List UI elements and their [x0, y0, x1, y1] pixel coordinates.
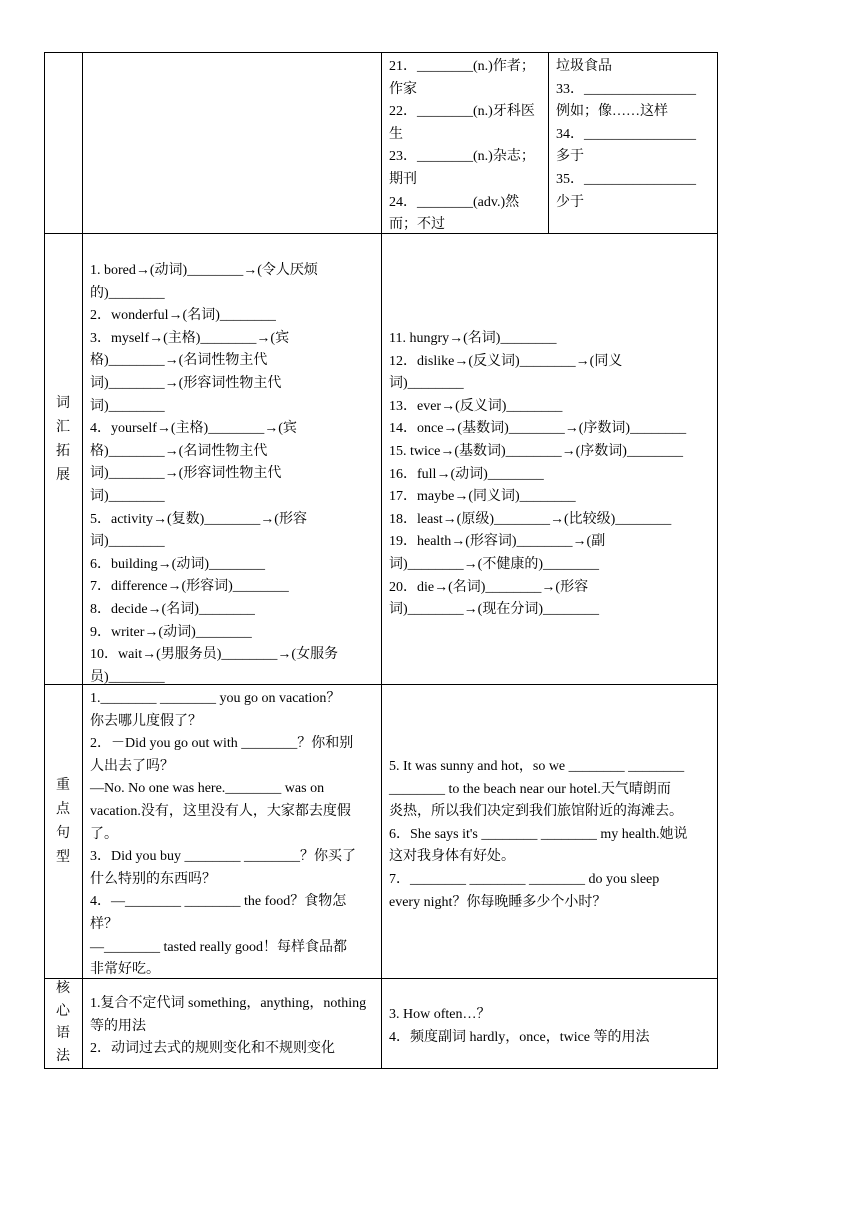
list-item: 2．－Did you go out with ________？你和别 [90, 736, 354, 752]
list-item: 34．________________ [556, 126, 696, 142]
list-item: 22．________(n.)牙科医 [389, 104, 535, 120]
section-header-vocab-expansion [44, 392, 82, 488]
header-char: 型 [56, 850, 70, 865]
list-item: 33．________________ [556, 81, 696, 97]
header-char: 核 [56, 981, 70, 996]
list-item: 作家 [389, 81, 417, 97]
list-item: 非常好吃。 [90, 962, 160, 978]
list-item: —No. No one was here.________ was on [90, 781, 325, 797]
list-item: 词)________ [90, 398, 165, 414]
list-item: 11. hungry→(名词)________ [389, 331, 557, 346]
list-item: 员)________ [90, 669, 165, 685]
list-item: 多于 [556, 149, 584, 165]
list-item: 1.复合不定代词 something，anything，nothing [90, 996, 367, 1011]
list-item: vacation.没有，这里没有人，大家都去度假 [90, 803, 351, 819]
list-item: 什么特别的东西吗？ [90, 871, 216, 887]
list-item: 而；不过 [389, 217, 445, 233]
list-item: 23．________(n.)杂志； [389, 149, 535, 165]
header-char: 汇 [56, 420, 70, 435]
header-char: 心 [56, 1003, 70, 1019]
list-item: 词)________ [90, 534, 165, 550]
list-item: 格)________→(名词性物主代 [90, 353, 268, 369]
list-item: 了。 [90, 826, 118, 842]
header-char: 语 [56, 1026, 70, 1041]
list-item: 例如；像……这样 [556, 104, 668, 120]
list-item: 4．—________ ________ the food？食物怎 [90, 894, 347, 910]
list-item: 5. It was sunny and hot，so we ________ ________ [389, 759, 685, 774]
list-item: 2．动词过去式的规则变化和不规则变化 [90, 1041, 335, 1057]
section-header-key-sentences [44, 774, 82, 870]
list-item: 7．________ ________ ________ do you sleep [389, 871, 660, 887]
key-sentences-left [83, 684, 381, 986]
list-item: 的)________ [90, 285, 165, 301]
vocab-list-cell-a [382, 52, 548, 241]
header-char: 词 [56, 396, 70, 411]
divider [44, 233, 718, 234]
list-item: 14．once→(基数词)________→(序数词)________ [389, 421, 687, 437]
list-item: 3．Did you buy ________ ________？你买了 [90, 849, 356, 865]
core-grammar-left [83, 989, 381, 1065]
list-item: 3．myself→(主格)________→(宾 [90, 330, 290, 346]
list-item: 4．频度副词 hardly，once，twice 等的用法 [389, 1029, 650, 1045]
list-item: 18．least→(原级)________→(比较级)________ [389, 511, 672, 527]
section-header-core-grammar [44, 978, 82, 1068]
list-item: 5．activity→(复数)________→(形容 [90, 511, 307, 527]
vocab-expansion-left [83, 256, 381, 693]
list-item: every night？你每晚睡多少个小时？ [389, 894, 607, 910]
list-item: 10．wait→(男服务员)________→(女服务 [90, 647, 339, 663]
list-item: 4．yourself→(主格)________→(宾 [90, 421, 297, 437]
list-item: 词)________→(形容词性物主代 [90, 375, 282, 391]
list-item: 19．health→(形容词)________→(副 [389, 534, 606, 550]
header-char: 点 [56, 802, 70, 817]
list-item: ________ to the beach near our hotel.天气晴朗而 [389, 781, 671, 797]
list-item: 21．________(n.)作者； [389, 59, 535, 74]
list-item: 2．wonderful→(名词)________ [90, 308, 276, 324]
list-item: 1.________ ________ you go on vacation？ [90, 691, 341, 706]
header-char: 重 [56, 778, 70, 793]
list-item: 16．full→(动词)________ [389, 466, 544, 482]
list-item: 词)________→(形容词性物主代 [90, 466, 282, 482]
list-item: 24．________(adv.)然 [389, 194, 520, 210]
list-item: 20．die→(名词)________→(形容 [389, 579, 589, 595]
list-item: 9．writer→(动词)________ [90, 624, 252, 640]
list-item: 3. How often…？ [389, 1007, 491, 1022]
header-char: 拓 [56, 444, 70, 459]
header-char: 句 [56, 826, 70, 841]
list-item: —________ tasted really good！每样食品都 [90, 939, 348, 955]
list-item: 7．difference→(形容词)________ [90, 579, 289, 595]
list-item: 35．________________ [556, 171, 696, 187]
list-item: 样？ [90, 916, 118, 932]
list-item: 17．maybe→(同义词)________ [389, 489, 576, 505]
list-item: 8．decide→(名词)________ [90, 601, 255, 617]
list-item: 炎热，所以我们决定到我们旅馆附近的海滩去。 [389, 804, 683, 820]
list-item: 词)________ [389, 376, 464, 392]
list-item: 你去哪儿度假了？ [90, 713, 202, 729]
list-item: 少于 [556, 194, 584, 210]
header-char: 法 [56, 1048, 70, 1064]
list-item: 等的用法 [90, 1018, 146, 1034]
list-item: 垃圾食品 [556, 59, 612, 74]
list-item: 1. bored→(动词)________→(令人厌烦 [90, 263, 318, 278]
list-item: 6．She says it's ________ ________ my health.她说 [389, 826, 688, 842]
list-item: 这对我身体有好处。 [389, 849, 515, 865]
vocab-list-cell-b [549, 52, 718, 218]
header-char: 展 [56, 468, 70, 483]
core-grammar-right [382, 1000, 718, 1053]
list-item: 期刊 [389, 171, 417, 187]
list-item: 格)________→(名词性物主代 [90, 443, 268, 459]
vocab-expansion-right [382, 324, 718, 626]
list-item: 词)________→(现在分词)________ [389, 602, 599, 618]
list-item: 6．building→(动词)________ [90, 556, 265, 572]
list-item: 15. twice→(基数词)________→(序数词)________ [389, 443, 683, 459]
key-sentences-right [382, 752, 718, 918]
list-item: 人出去了吗？ [90, 758, 174, 774]
list-item: 词)________ [90, 488, 165, 504]
list-item: 12．dislike→(反义词)________→(同义 [389, 353, 623, 369]
list-item: 13．ever→(反义词)________ [389, 398, 563, 414]
list-item: 生 [389, 126, 403, 142]
list-item: 词)________→(不健康的)________ [389, 556, 599, 572]
